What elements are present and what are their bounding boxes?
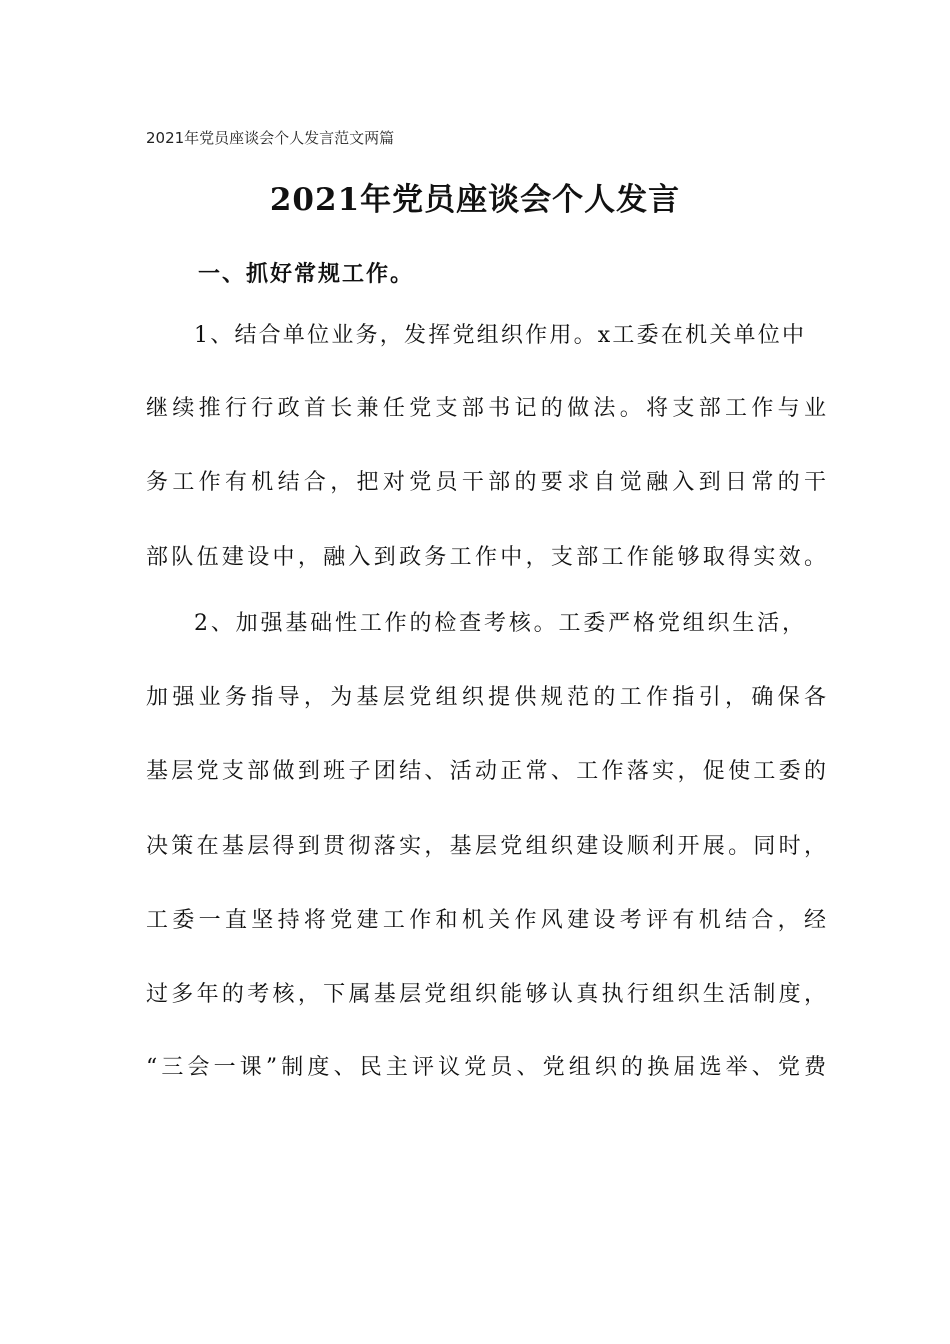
paragraph-line: 2、加强基础性工作的检查考核。工委严格党组织生活， (194, 611, 804, 636)
paragraph-line: 加强业务指导，为基层党组织提供规范的工作指引，确保各 (146, 685, 826, 710)
paragraph-line: 过多年的考核，下属基层党组织能够认真执行组织生活制度， (146, 982, 826, 1007)
paragraph-line: 继续推行行政首长兼任党支部书记的做法。将支部工作与业 (146, 396, 826, 421)
paragraph-line: 基层党支部做到班子团结、活动正常、工作落实，促使工委的 (146, 759, 826, 784)
section-heading: 一、抓好常规工作。 (198, 262, 415, 287)
paragraph-line: 1、结合单位业务，发挥党组织作用。x工委在机关单位中 (194, 323, 804, 348)
paragraph-line: “三会一课”制度、民主评议党员、党组织的换届选举、党费 (146, 1055, 826, 1080)
paragraph-line: 务工作有机结合，把对党员干部的要求自觉融入到日常的干 (146, 470, 826, 495)
paragraph-line: 部队伍建设中，融入到政务工作中，支部工作能够取得实效。 (146, 545, 826, 570)
document-title: 2021年党员座谈会个人发言 (269, 182, 681, 218)
paragraph-line: 工委一直坚持将党建工作和机关作风建设考评有机结合，经 (146, 908, 826, 933)
paragraph-line: 决策在基层得到贯彻落实，基层党组织建设顺利开展。同时， (146, 834, 826, 859)
running-header: 2021年党员座谈会个人发言范文两篇 (146, 129, 395, 147)
